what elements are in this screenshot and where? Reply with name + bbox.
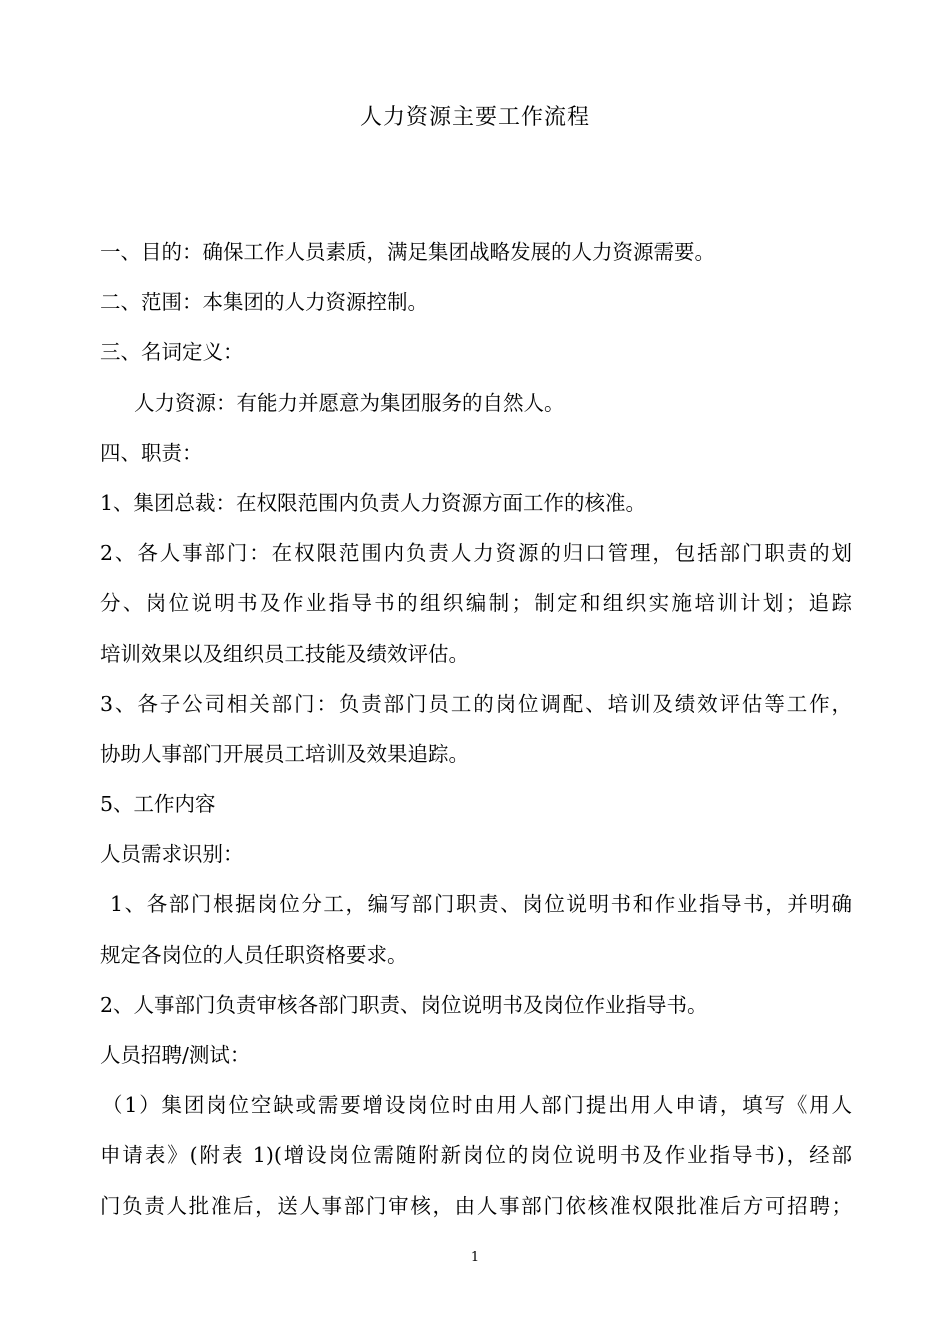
paragraph-duty-subsidiary-line-1: 3、各子公司相关部门：负责部门员工的岗位调配、培训及绩效评估等工作，	[100, 691, 852, 716]
paragraph-work-content-heading: 5、工作内容	[100, 792, 216, 817]
document-title: 人力资源主要工作流程	[359, 105, 590, 130]
paragraph-duty-hr-line-2: 分、岗位说明书及作业指导书的组织编制；制定和组织实施培训计划；追踪	[100, 591, 852, 616]
paragraph-duty-hr-line-1: 2、各人事部门：在权限范围内负责人力资源的归口管理，包括部门职责的划	[100, 541, 852, 566]
paragraph-duty-hr-line-3: 培训效果以及组织员工技能及绩效评估。	[100, 641, 469, 666]
paragraph-demand-item-1-line-2: 规定各岗位的人员任职资格要求。	[100, 942, 408, 967]
document-body	[100, 227, 852, 1231]
paragraph-demand-identification-heading: 人员需求识别：	[100, 842, 244, 867]
paragraph-definition-hr: 人力资源：有能力并愿意为集团服务的自然人。	[134, 390, 565, 415]
paragraph-definitions-heading: 三、名词定义：	[100, 340, 244, 365]
paragraph-recruitment-item-1-line-3: 门负责人批准后，送人事部门审核，由人事部门依核准权限批准后方可招聘；	[100, 1193, 852, 1218]
paragraph-recruitment-item-1-line-2: 申请表》(附表 1)(增设岗位需随附新岗位的岗位说明书及作业指导书)，经部	[100, 1143, 852, 1168]
paragraph-duties-heading: 四、职责：	[100, 440, 203, 465]
page-number: 1	[470, 1250, 480, 1265]
paragraph-demand-item-2: 2、人事部门负责审核各部门职责、岗位说明书及岗位作业指导书。	[100, 992, 708, 1017]
paragraph-recruitment-item-1-line-1: （1）集团岗位空缺或需要增设岗位时由用人部门提出用人申请，填写《用人	[102, 1093, 852, 1118]
paragraph-duty-president: 1、集团总裁：在权限范围内负责人力资源方面工作的核准。	[100, 490, 647, 515]
paragraph-purpose: 一、目的：确保工作人员素质，满足集团战略发展的人力资源需要。	[100, 240, 715, 264]
paragraph-recruitment-heading: 人员招聘/测试：	[100, 1043, 251, 1067]
paragraph-demand-item-1-line-1: 1、各部门根据岗位分工，编写部门职责、岗位说明书和作业指导书，并明确	[110, 892, 852, 917]
paragraph-duty-subsidiary-line-2: 协助人事部门开展员工培训及效果追踪。	[100, 741, 469, 766]
paragraph-scope: 二、范围：本集团的人力资源控制。	[100, 290, 428, 315]
